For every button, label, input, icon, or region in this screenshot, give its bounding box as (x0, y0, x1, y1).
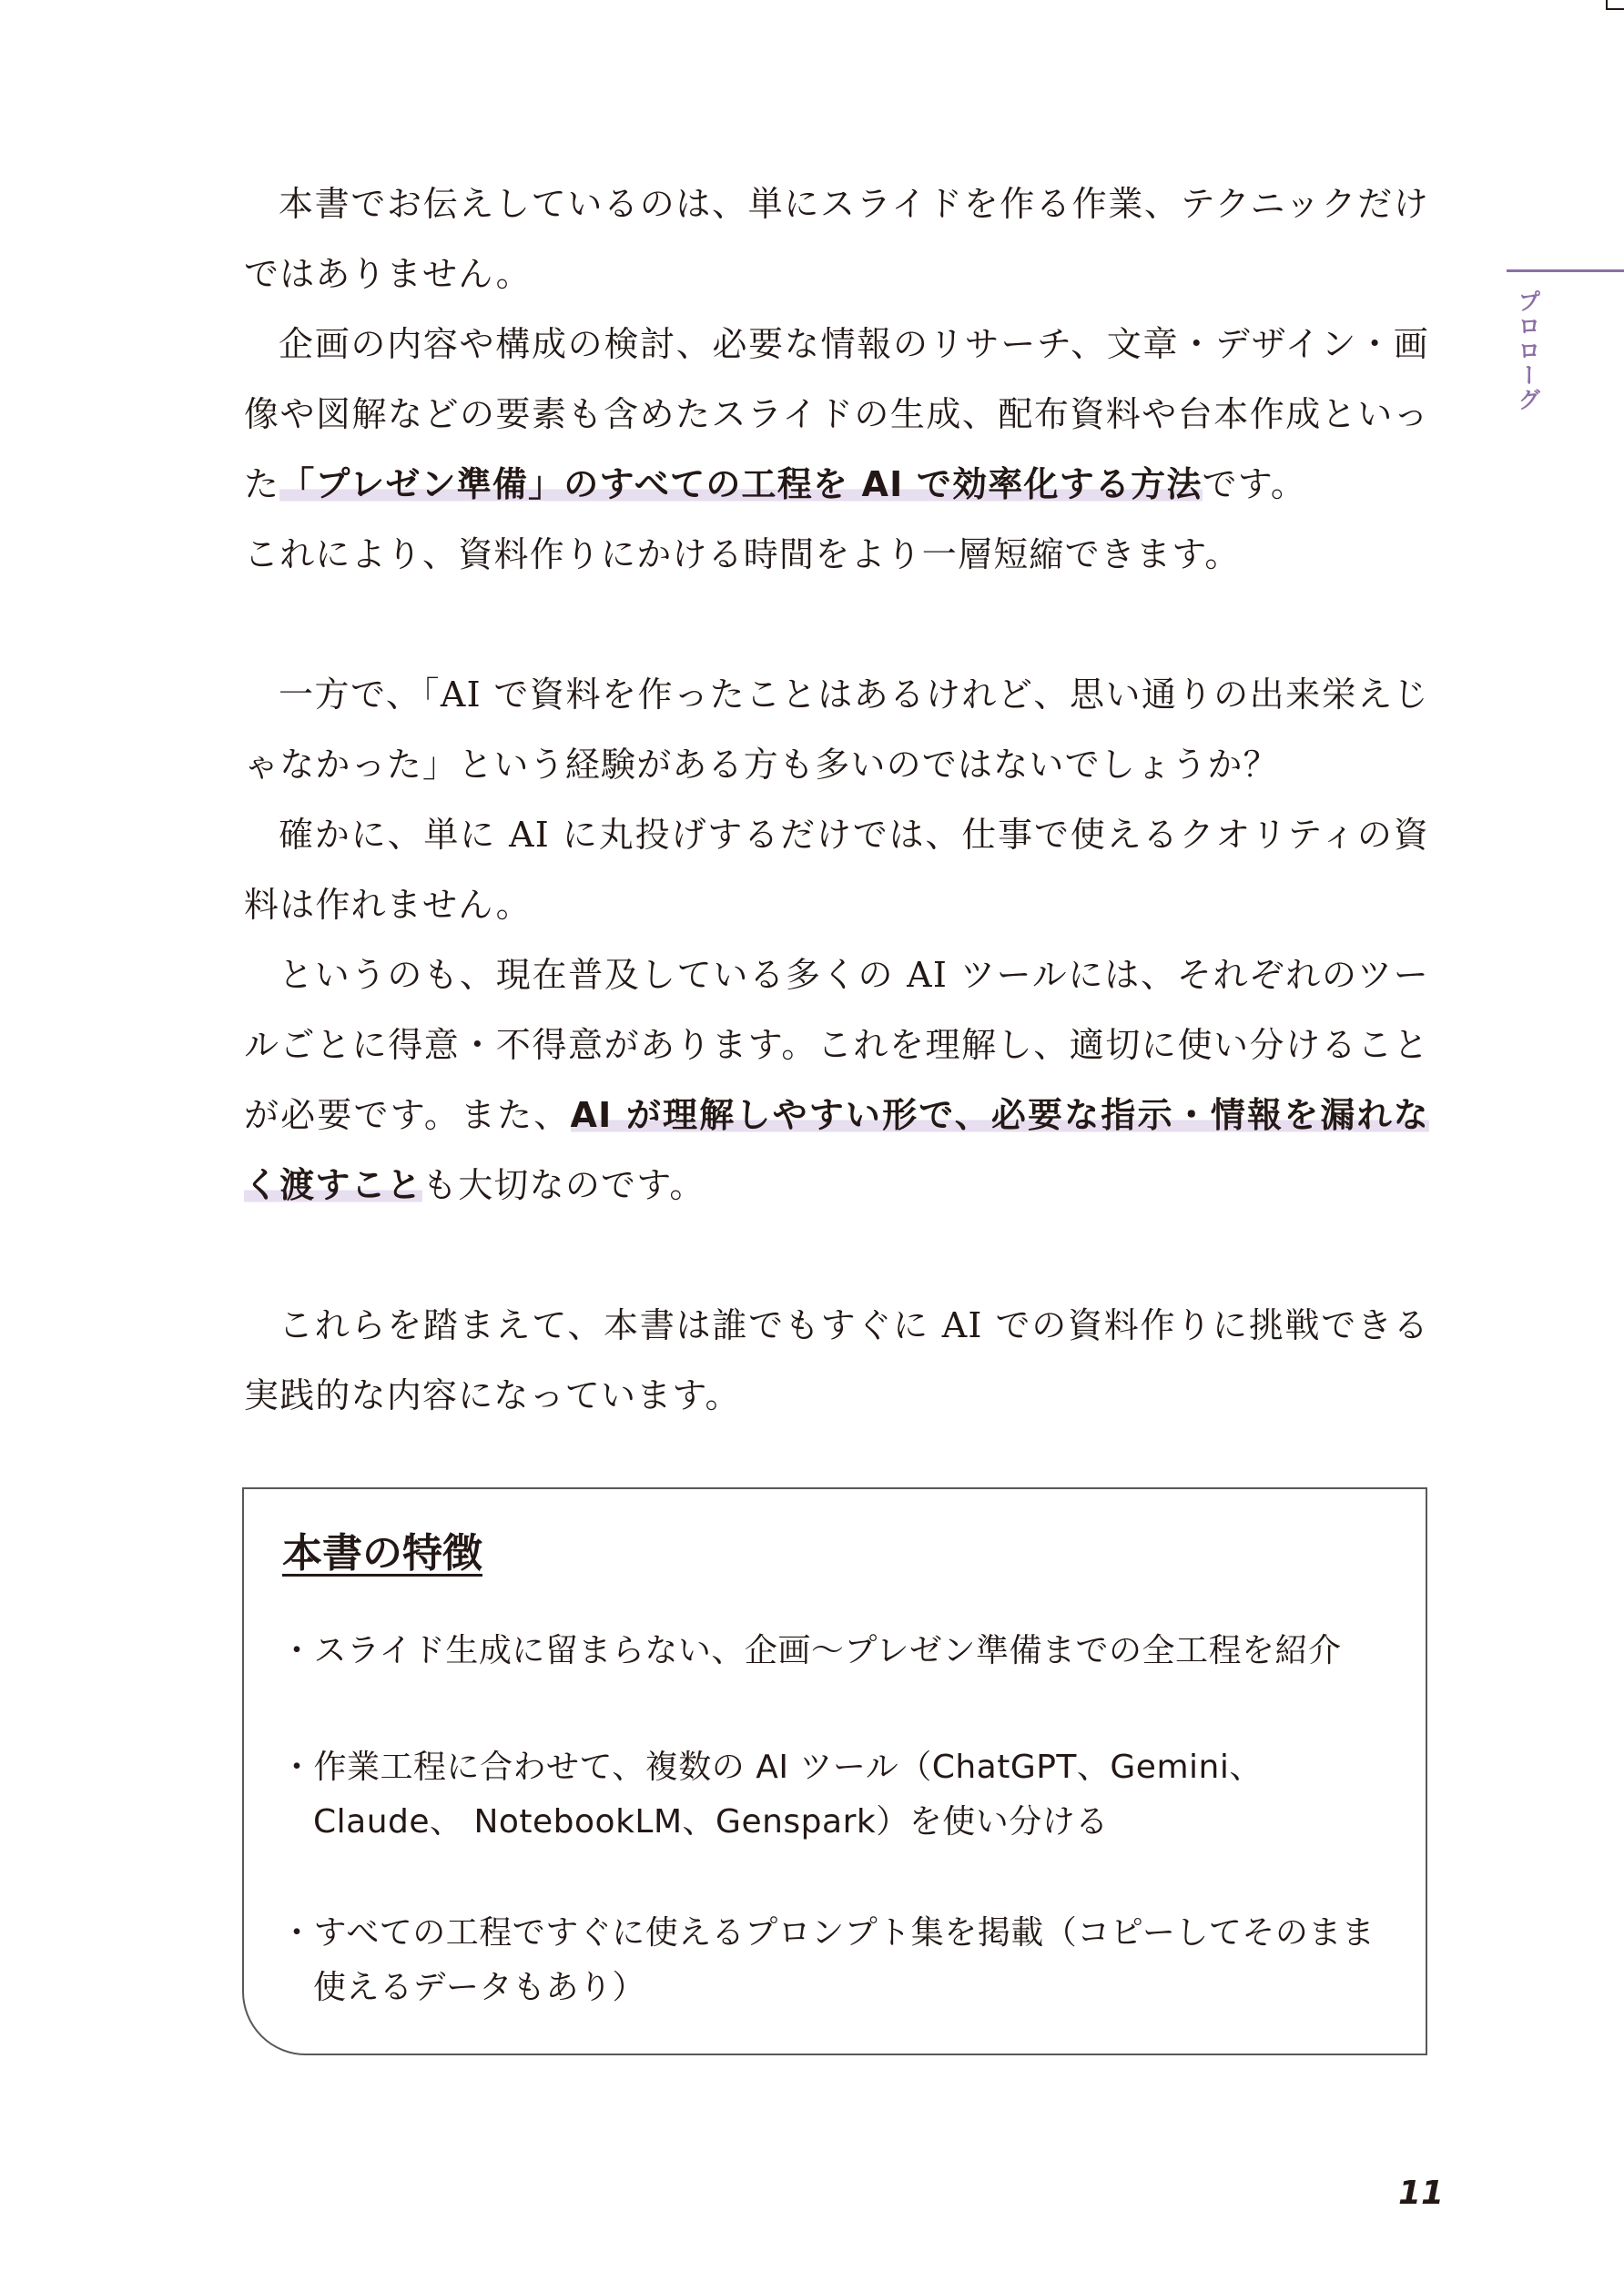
paragraph-1: 本書でお伝えしているのは、単にスライドを作る作業、テクニックだけではありません。 (244, 184, 1429, 294)
paragraph-6-start: というのも、現在普及している多くの AI ツールには、それぞれのツールごとに得意・不得意があります。これを理解し、適切に使い分けることが必要です。また、 (244, 955, 1429, 1135)
paragraph-3: これにより、資料作りにかける時間をより一層短縮できます。 (244, 534, 1241, 574)
feature-item: ・作業工程に合わせて、複数の AI ツール（ChatGPT、Gemini、Claude、 NotebookLM、Genspark）を使い分ける (280, 1749, 1263, 1841)
paragraph-6 (244, 940, 1429, 1221)
paragraph-7: これらを踏まえて、本書は誰でもすぐに AI での資料作りに挑戦できる実践的な内容になっています。 (244, 1305, 1429, 1415)
feature-item: ・スライド生成に留まらない、企画〜プレゼン準備までの全工程を紹介 (280, 1632, 1342, 1669)
paragraph-6-highlight: AI が理解しやすい形で、必要な指示・情報を漏れなく渡すこと (244, 1095, 1429, 1205)
features-box (242, 1487, 1427, 2055)
paragraph-gap (244, 590, 1429, 660)
crop-mark-horizontal (1606, 8, 1624, 10)
paragraph-gap (244, 1221, 1429, 1291)
features-list (280, 1624, 1391, 2077)
paragraph-2-end: です。 (1202, 464, 1307, 504)
paragraph-2 (244, 309, 1429, 520)
paragraph-5: 確かに、単に AI に丸投げするだけでは、仕事で使えるクオリティの資料は作れません。 (244, 815, 1429, 925)
paragraph-4: 一方で、「AI で資料を作ったことはあるけれど、思い通りの出来栄えじゃなかった」という経験がある方も多いのではないでしょうか？ (244, 674, 1429, 785)
paragraph-6-end: も大切なのです。 (422, 1165, 705, 1205)
feature-item: ・すべての工程ですぐに使えるプロンプト集を掲載（コピーしてそのまま使えるデータもあり） (280, 1914, 1375, 2006)
paragraph-2-highlight: 「プレゼン準備」のすべての工程を AI で効率化する方法 (279, 464, 1203, 504)
side-tab-rule (1507, 269, 1624, 272)
body-text (244, 169, 1429, 1431)
side-tab-label: プロローグ (1515, 289, 1541, 412)
paragraph-2-start: 企画の内容や構成の検討、必要な情報のリサーチ、文章・デザイン・画像や図解などの要素も含めたスライドの生成、配布資料や台本作成といった (244, 324, 1429, 504)
page-number: 11 (1398, 2175, 1445, 2212)
features-title: 本書の特徴 (282, 1530, 482, 1577)
